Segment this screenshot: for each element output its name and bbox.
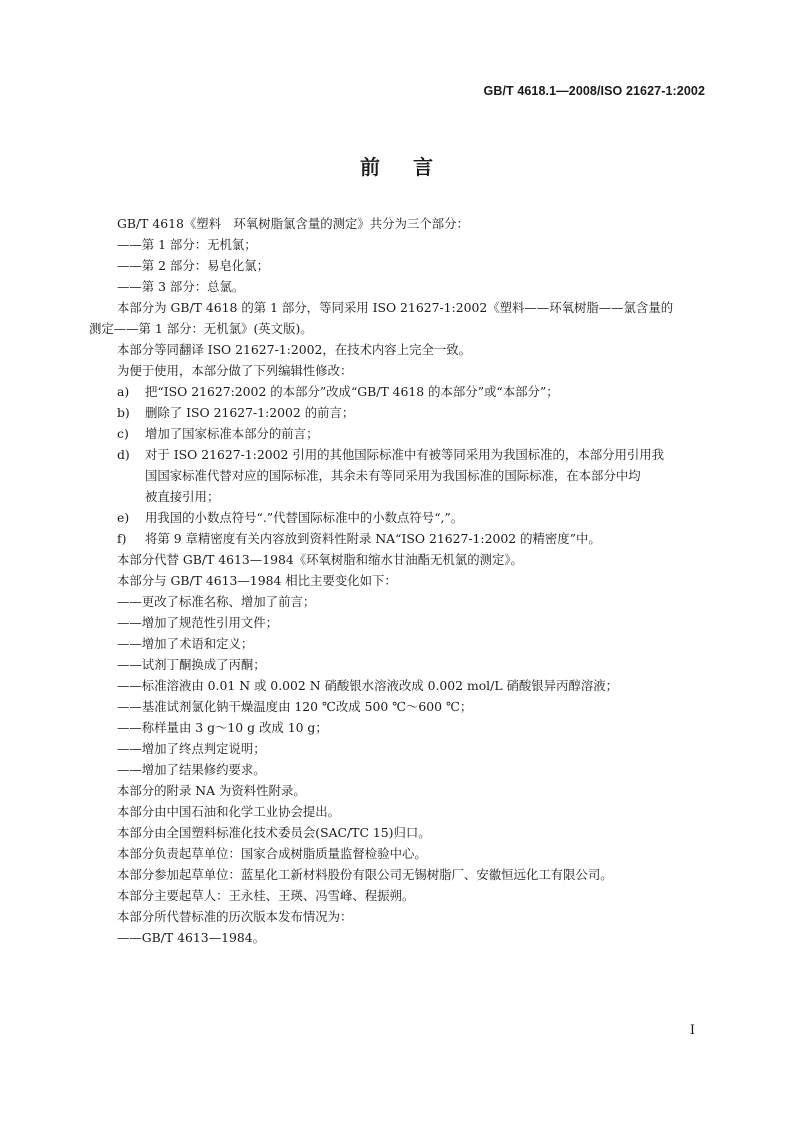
list-item xyxy=(89,423,705,444)
paragraph: 本部分代替 GB/T 4613—1984《环氧树脂和缩水甘油酯无机氯的测定》。 xyxy=(117,552,523,567)
list-text: 把“ISO 21627:2002 的本部分”改成“GB/T 4618 的本部分”或“本部分”； xyxy=(145,384,559,399)
list-text-line: 国国家标准代替对应的国际标准，其余未有等同采用为我国标准的国际标准，在本部分中均 xyxy=(145,468,641,483)
history-item: ——GB/T 4613—1984。 xyxy=(117,930,266,945)
list-text: 删除了 ISO 21627-1:2002 的前言； xyxy=(145,405,355,420)
change-item: ——标准溶液由 0.01 N 或 0.002 N 硝酸银水溶液改成 0.002 mol/L 硝酸银异丙醇溶液； xyxy=(117,678,619,693)
change-item: ——称样量由 3 g～10 g 改成 10 g； xyxy=(117,720,328,735)
page-number: I xyxy=(689,1023,695,1038)
list-text: 将第 9 章精密度有关内容放到资料性附录 NA“ISO 21627-1:2002 的精密度”中。 xyxy=(145,531,601,546)
list-text-line: 对于 ISO 21627-1:2002 引用的其他国际标准中有被等同采用为我国标准的，本部分用引用我 xyxy=(145,447,665,462)
paragraph: 本部分由中国石油和化学工业协会提出。 xyxy=(117,804,341,819)
part-item: ——第 3 部分：总氯。 xyxy=(117,279,245,294)
change-item: ——增加了终点判定说明； xyxy=(117,741,266,756)
list-item xyxy=(89,444,705,507)
change-item: ——增加了结果修约要求。 xyxy=(117,762,266,777)
standard-code: GB/T 4618.1—2008/ISO 21627-1:2002 xyxy=(483,84,705,98)
list-marker: a) xyxy=(117,384,130,399)
paragraph: 为便于使用，本部分做了下列编辑性修改： xyxy=(117,363,353,378)
paragraph-line: 测定——第 1 部分：无机氯》(英文版)。 xyxy=(89,321,313,336)
list-marker: d) xyxy=(117,447,130,462)
paragraph: GB/T 4618《塑料 环氧树脂氯含量的测定》共分为三个部分： xyxy=(117,216,469,231)
change-item: ——增加了规范性引用文件； xyxy=(117,615,279,630)
change-item: ——基准试剂氯化钠干燥温度由 120 ℃改成 500 ℃～600 ℃； xyxy=(117,699,473,714)
list-text-line: 被直接引用； xyxy=(145,489,220,504)
change-item: ——增加了术语和定义； xyxy=(117,636,254,651)
paragraph: 本部分所代替标准的历次版本发布情况为： xyxy=(117,909,353,924)
list-marker: e) xyxy=(117,510,130,525)
list-item xyxy=(89,528,705,549)
page-title xyxy=(0,151,794,180)
part-item: ——第 2 部分：易皂化氯； xyxy=(117,258,270,273)
list-item xyxy=(89,507,705,528)
title-char-1: 前 xyxy=(360,155,381,179)
list-text: 用我国的小数点符号“.”代替国际标准中的小数点符号“,”。 xyxy=(145,510,464,525)
change-item: ——试剂丁酮换成了丙酮； xyxy=(117,657,266,672)
foreword-body xyxy=(89,213,705,948)
paragraph: 本部分与 GB/T 4613—1984 相比主要变化如下： xyxy=(117,573,397,588)
list-text: 增加了国家标准本部分的前言； xyxy=(145,426,319,441)
list-item xyxy=(89,402,705,423)
paragraph: 本部分主要起草人：王永桂、王瑛、冯雪峰、程振朔。 xyxy=(117,888,415,903)
paragraph: 本部分负责起草单位：国家合成树脂质量监督检验中心。 xyxy=(117,846,427,861)
list-item xyxy=(89,381,705,402)
list-marker: c) xyxy=(117,426,129,441)
paragraph: 本部分参加起草单位：蓝星化工新材料股份有限公司无锡树脂厂、安徽恒远化工有限公司。 xyxy=(117,867,613,882)
change-item: ——更改了标准名称、增加了前言； xyxy=(117,594,316,609)
paragraph: 本部分的附录 NA 为资料性附录。 xyxy=(117,783,306,798)
list-marker: b) xyxy=(117,405,130,420)
list-marker: f) xyxy=(117,531,127,546)
paragraph-line: 本部分为 GB/T 4618 的第 1 部分，等同采用 ISO 21627-1:2002《塑料——环氧树脂——氯含量的 xyxy=(117,300,674,315)
paragraph: 本部分等同翻译 ISO 21627-1:2002，在技术内容上完全一致。 xyxy=(117,342,472,357)
title-char-2: 言 xyxy=(413,155,434,179)
part-item: ——第 1 部分：无机氯； xyxy=(117,237,257,252)
paragraph: 本部分由全国塑料标准化技术委员会(SAC/TC 15)归口。 xyxy=(117,825,431,840)
